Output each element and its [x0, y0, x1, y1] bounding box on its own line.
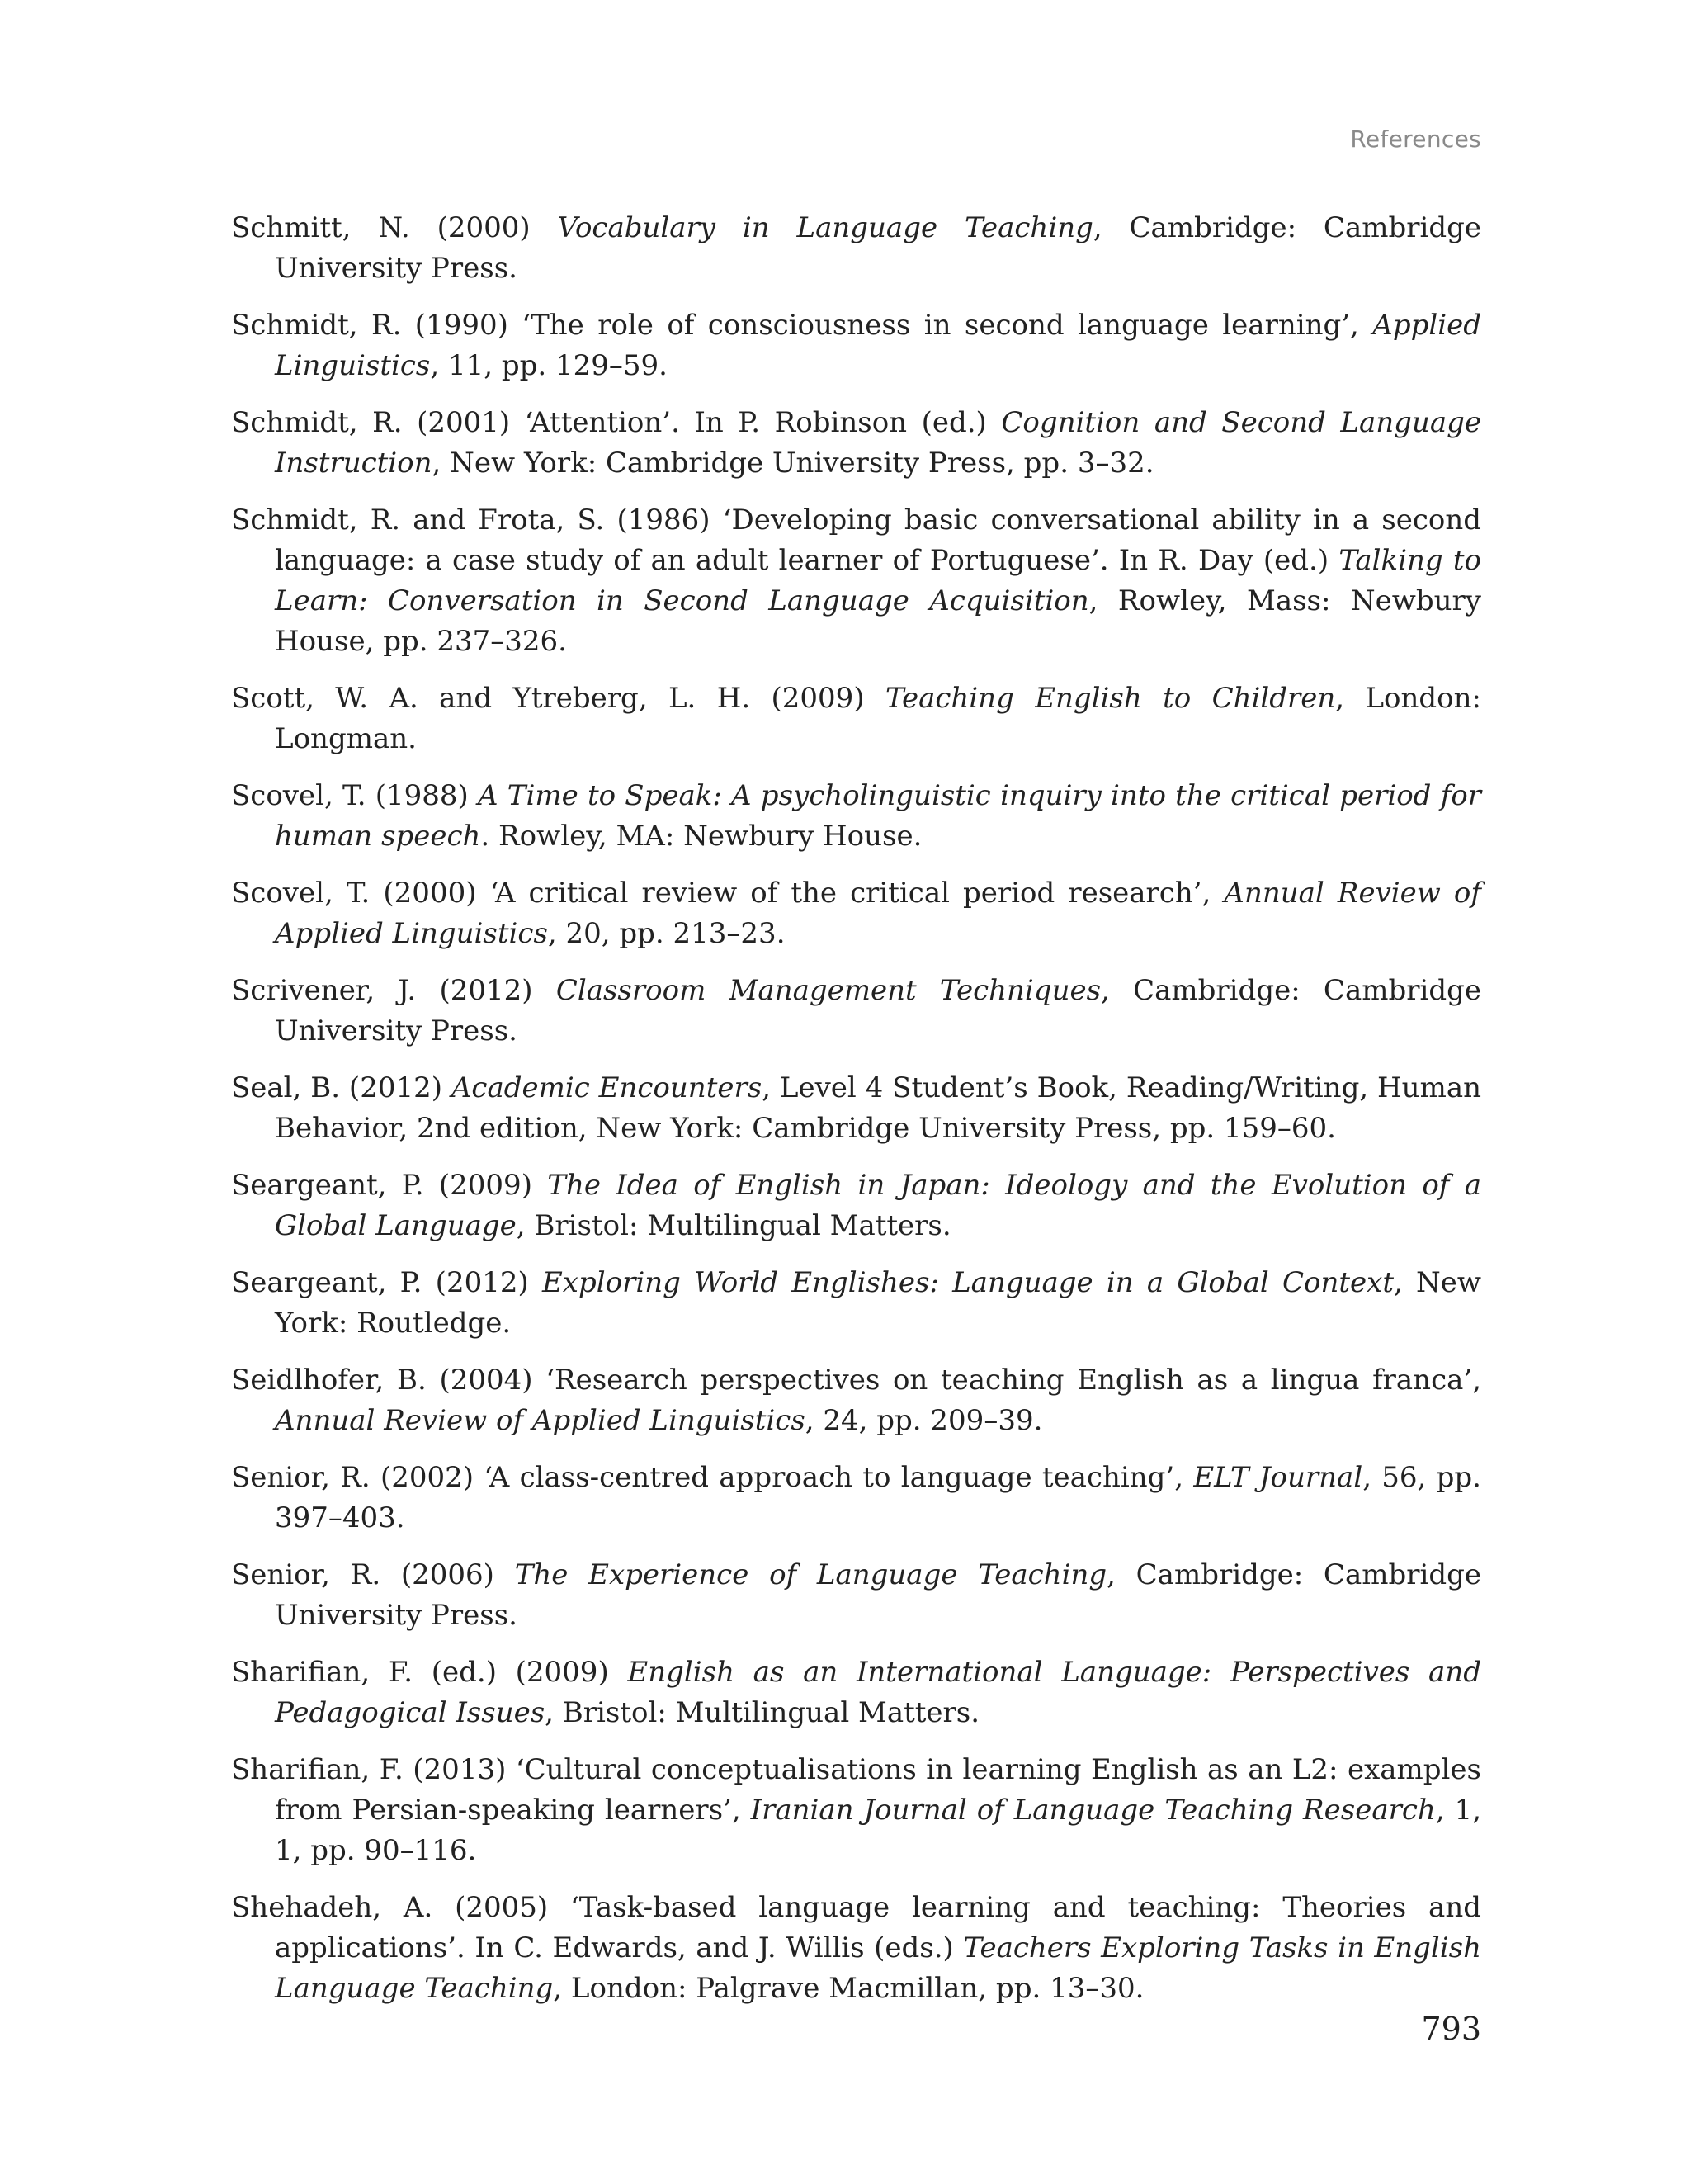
reference-text: Seargeant, P. (2012) — [231, 1266, 542, 1299]
reference-text: Senior, R. (2002) ‘A class-centred approach to language teaching’, — [231, 1461, 1194, 1494]
reference-entry — [231, 208, 1481, 289]
reference-title: ELT Journal — [1193, 1461, 1363, 1494]
reference-title: Academic Encounters — [451, 1071, 762, 1104]
reference-entry — [231, 1263, 1481, 1344]
reference-text: , Cambridge: Cambridge University Press. — [275, 1558, 1482, 1632]
reference-text: Seidlhofer, B. (2004) ‘Research perspectives on teaching English as a lingua franca’, — [231, 1364, 1481, 1397]
reference-text: Scott, W. A. and Ytreberg, L. H. (2009) — [231, 682, 885, 715]
reference-text: Senior, R. (2006) — [231, 1558, 515, 1591]
reference-entry — [231, 678, 1481, 759]
reference-text: Sharifian, F. (2013) ‘Cultural conceptualisations in learning English as an L2: examples from Persian-speaking learners’, — [231, 1753, 1481, 1827]
reference-title: Talking to Learn: Conversation in Second Language Acquisition — [275, 544, 1481, 617]
reference-title: A Time to Speak: A psycholinguistic inquiry into the critical period for human speech — [275, 779, 1481, 853]
reference-entry — [231, 1555, 1481, 1636]
reference-text: Seal, B. (2012) — [231, 1071, 451, 1104]
reference-entry — [231, 403, 1481, 484]
reference-title: Cognition and Second Language Instruction — [275, 406, 1481, 480]
reference-text: , New York: Routledge. — [275, 1266, 1481, 1340]
reference-text: Scovel, T. (1988) — [231, 779, 479, 812]
reference-text: , Rowley, Mass: Newbury House, pp. 237–326. — [275, 584, 1481, 658]
reference-entry — [231, 1888, 1481, 2009]
reference-title: English as an International Language: Perspectives and Pedagogical Issues — [275, 1656, 1481, 1729]
reference-entry — [231, 1165, 1481, 1246]
reference-text: . Rowley, MA: Newbury House. — [480, 820, 923, 853]
reference-text: , New York: Cambridge University Press, pp. 3–32. — [432, 447, 1154, 480]
running-head: References — [1350, 125, 1481, 153]
reference-entry — [231, 873, 1481, 954]
reference-text: , 1, 1, pp. 90–116. — [275, 1794, 1481, 1867]
reference-text: Schmidt, R. (2001) ‘Attention’. In P. Robinson (ed.) — [231, 406, 1002, 439]
reference-text: , Cambridge: Cambridge University Press. — [275, 974, 1482, 1047]
reference-title: Iranian Journal of Language Teaching Research — [750, 1794, 1436, 1827]
reference-title: The Idea of English in Japan: Ideology and the Evolution of a Global Language — [275, 1169, 1481, 1242]
reference-text: , Bristol: Multilingual Matters. — [545, 1696, 980, 1729]
reference-entry — [231, 1360, 1481, 1441]
reference-text: Schmidt, R. and Frota, S. (1986) ‘Developing basic conversational ability in a second language: a case study of an adult learner of Portuguese’. In R. Day (ed.) — [231, 503, 1481, 577]
reference-title: Vocabulary in Language Teaching — [557, 211, 1093, 244]
reference-title: Annual Review of Applied Linguistics — [275, 1404, 805, 1437]
reference-text: , Bristol: Multilingual Matters. — [516, 1209, 951, 1242]
reference-text: Seargeant, P. (2009) — [231, 1169, 548, 1202]
reference-entry — [231, 776, 1481, 857]
reference-text: , Cambridge: Cambridge University Press. — [275, 211, 1481, 285]
reference-text: , 20, pp. 213–23. — [547, 917, 786, 950]
page-number: 793 — [1421, 2011, 1481, 2047]
reference-entry — [231, 1750, 1481, 1871]
reference-text: Schmidt, R. (1990) ‘The role of consciousness in second language learning’, — [231, 309, 1373, 342]
reference-title: Applied Linguistics — [275, 309, 1481, 382]
reference-text: Scrivener, J. (2012) — [231, 974, 556, 1007]
reference-entry — [231, 1068, 1481, 1149]
reference-title: The Experience of Language Teaching — [514, 1558, 1107, 1591]
reference-title: Exploring World Englishes: Language in a Global Context — [541, 1266, 1394, 1299]
reference-title: Teaching English to Children — [885, 682, 1336, 715]
reference-entry — [231, 500, 1481, 662]
reference-entry — [231, 1458, 1481, 1539]
reference-text: , 11, pp. 129–59. — [430, 349, 668, 382]
reference-title: Classroom Management Techniques — [555, 974, 1102, 1007]
reference-text: Shehadeh, A. (2005) ‘Task-based language learning and teaching: Theories and applications’. In C. Edwards, and J. Willis (eds.) — [231, 1891, 1481, 1964]
reference-entry — [231, 305, 1481, 386]
reference-text: Scovel, T. (2000) ‘A critical review of the critical period research’, — [231, 877, 1225, 910]
reference-text: , London: Palgrave Macmillan, pp. 13–30. — [553, 1972, 1145, 2005]
reference-entry — [231, 1652, 1481, 1733]
reference-text: , London: Longman. — [275, 682, 1481, 755]
reference-text: , Level 4 Student’s Book, Reading/Writing, Human Behavior, 2nd edition, New York: Cambridge University Press, pp. 159–60. — [275, 1071, 1481, 1145]
reference-text: , 56, pp. 397–403. — [275, 1461, 1481, 1534]
reference-entry — [231, 971, 1481, 1052]
reference-text: Sharifian, F. (ed.) (2009) — [231, 1656, 628, 1689]
reference-text: Schmitt, N. (2000) — [231, 211, 558, 244]
reference-title: Teachers Exploring Tasks in English Language Teaching — [275, 1931, 1481, 2005]
reference-list — [231, 208, 1481, 2026]
reference-title: Annual Review of Applied Linguistics — [275, 877, 1481, 950]
reference-text: , 24, pp. 209–39. — [805, 1404, 1043, 1437]
